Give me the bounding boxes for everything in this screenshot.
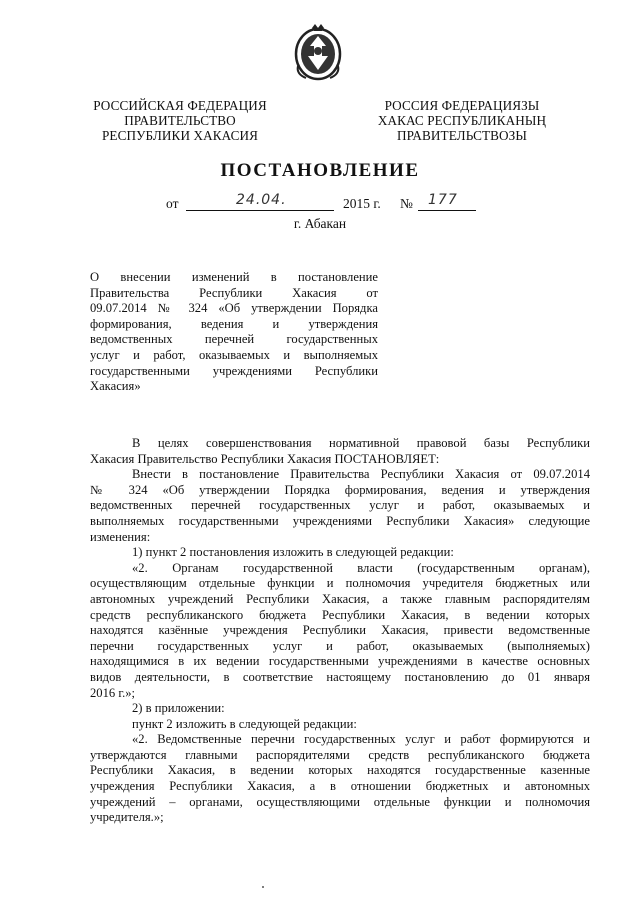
- subject-line: услуг и работ, оказываемых и выполняемых: [90, 347, 378, 362]
- body-line: пункт 2 изложить в следующей редакции:: [132, 716, 357, 731]
- body-line: «2. Ведомственные перечни государственных услуг и работ формируются и: [132, 732, 590, 747]
- body-line: 2) в приложении:: [132, 701, 225, 716]
- body-line: Республики Хакасия, в ведении которых находятся государственные казенные: [90, 763, 590, 778]
- subject-block: [90, 270, 378, 395]
- header-left-line: ПРАВИТЕЛЬСТВО: [124, 113, 236, 128]
- city-line: г. Абакан: [293, 216, 347, 231]
- coat-of-arms-emblem: [292, 22, 344, 82]
- body-line: «2. Органам государственной власти (государственным органам),: [132, 560, 590, 575]
- header-right-line: ХАКАС РЕСПУБЛИКАНЫҢ: [377, 113, 547, 128]
- body-line: 2016 г.»;: [90, 685, 136, 700]
- body-line: Хакасия Правительство Республики Хакасия ПОСТАНОВЛЯЕТ:: [90, 451, 440, 466]
- body-line: № 324 «Об утверждении Порядка формирования, ведения и утверждения: [90, 482, 590, 497]
- header-right-line: ПРАВИТЕЛЬСТВОЗЫ: [397, 128, 527, 143]
- body-line: изменения:: [90, 529, 151, 544]
- number-handwritten: 177: [428, 192, 458, 208]
- header-right-block: [364, 98, 560, 143]
- body-line: утверждаются главными распорядителями средств республиканского бюджета: [90, 747, 590, 762]
- body-line: видов деятельности, в соответствие настоящему постановлению до 01 января: [90, 669, 590, 684]
- body-line: автономных учреждений Республики Хакасия, а также главным распорядителям: [90, 591, 590, 606]
- body-line: перечни государственных услуг и работ, оказываемых (выполняемых): [90, 638, 590, 653]
- body-line: осуществляющим отдельные функции и полномочия учредителя бюджетных или: [90, 576, 590, 591]
- body-line: находящимися в их ведении государственными учреждениями в качестве основных: [90, 654, 590, 669]
- subject-line: Правительства Республики Хакасия от: [90, 285, 378, 300]
- year-text: 2015 г.: [343, 196, 381, 211]
- subject-line: 09.07.2014 № 324 «Об утверждении Порядка: [90, 301, 378, 316]
- subject-line: государственными учреждениями Республики: [90, 363, 378, 378]
- date-handwritten: 24.04.: [236, 192, 287, 208]
- body-line: Внести в постановление Правительства Республики Хакасия от 09.07.2014: [132, 467, 590, 482]
- body-line: 1) пункт 2 постановления изложить в следующей редакции:: [132, 545, 454, 560]
- body-line: средств республиканского бюджета Республики Хакасия, в ведении которых: [90, 607, 590, 622]
- body-line: В целях совершенствования нормативной правовой базы Республики: [132, 436, 590, 450]
- number-label: №: [400, 196, 413, 211]
- subject-line: О внесении изменений в постановление: [90, 270, 378, 284]
- body-line: ведомственных перечней государственных услуг и работ, оказываемых и: [90, 498, 590, 513]
- body-line: учреждения Республики Хакасия, а в отношении бюджетных и автономных: [90, 779, 590, 794]
- subject-line: Хакасия»: [90, 379, 141, 394]
- document-title: ПОСТАНОВЛЕНИЕ: [220, 160, 420, 181]
- body-text: [90, 436, 590, 826]
- date-from-label: от: [166, 196, 179, 211]
- body-line: учреждений – органами, осуществляющими отдельные функции и полномочия: [90, 794, 590, 809]
- subject-line: ведомственных перечней государственных: [90, 332, 378, 347]
- header-left-line: РЕСПУБЛИКИ ХАКАСИЯ: [102, 128, 258, 143]
- body-line: выполняемых государственными учреждениями Республики Хакасия» следующие: [90, 513, 590, 528]
- subject-line: формирования, ведения и утверждения: [90, 316, 378, 331]
- body-line: учредителя.»;: [90, 810, 164, 825]
- body-line: находятся казённые учреждения Республики Хакасия, привести ведомственные: [90, 623, 590, 638]
- header-right-line: РОССИЯ ФЕДЕРАЦИЯЗЫ: [384, 98, 540, 113]
- header-left-line: РОССИЙСКАЯ ФЕДЕРАЦИЯ: [93, 98, 267, 113]
- header-left-block: [82, 98, 278, 143]
- page-speck: [262, 886, 264, 888]
